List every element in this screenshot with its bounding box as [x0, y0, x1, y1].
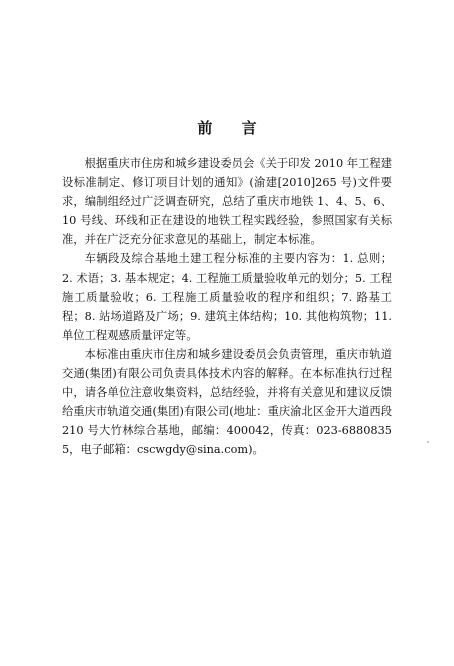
scan-speck — [427, 441, 429, 443]
body-text — [62, 154, 392, 460]
paragraph-intro: 根据重庆市住房和城乡建设委员会《关于印发 2010 年工程建设标准制定、修订项目计划的通知》(渝建[2010]265 号)文件要求，编制组经过广泛调查研究，总结了重庆市地铁 1、4、5、6、10 号线、环线和正在建设的地铁工程实践经验，参照国家有关标准，并在广泛充分征求意见的基础上，制定本标准。 — [62, 157, 392, 247]
paragraph-management: 本标准由重庆市住房和城乡建设委员会负责管理，重庆市轨道交通(集团)有限公司负责具体技术内容的解释。在本标准执行过程中，请各单位注意收集资料，总结经验，并将有关意见和建议反馈给重庆市轨道交通(集团)有限公司(地址：重庆渝北区金开大道西段 210 号大竹林综合基地，邮编：400042，传真：023-68808355，电子邮箱：cscwgdy@sina.com)。 — [62, 347, 392, 457]
paragraph-contents: 车辆段及综合基地土建工程分标准的主要内容为：1. 总则；2. 术语；3. 基本规定；4. 工程施工质量验收单元的划分；5. 工程施工质量验收；6. 工程施工质量验收的程序和组织；7. 路基工程；8. 站场道路及广场；9. 建筑主体结构；10. 其他构筑物；11. 单位工程观感质量评定等。 — [62, 252, 392, 342]
page-title: 前 言 — [197, 119, 269, 137]
